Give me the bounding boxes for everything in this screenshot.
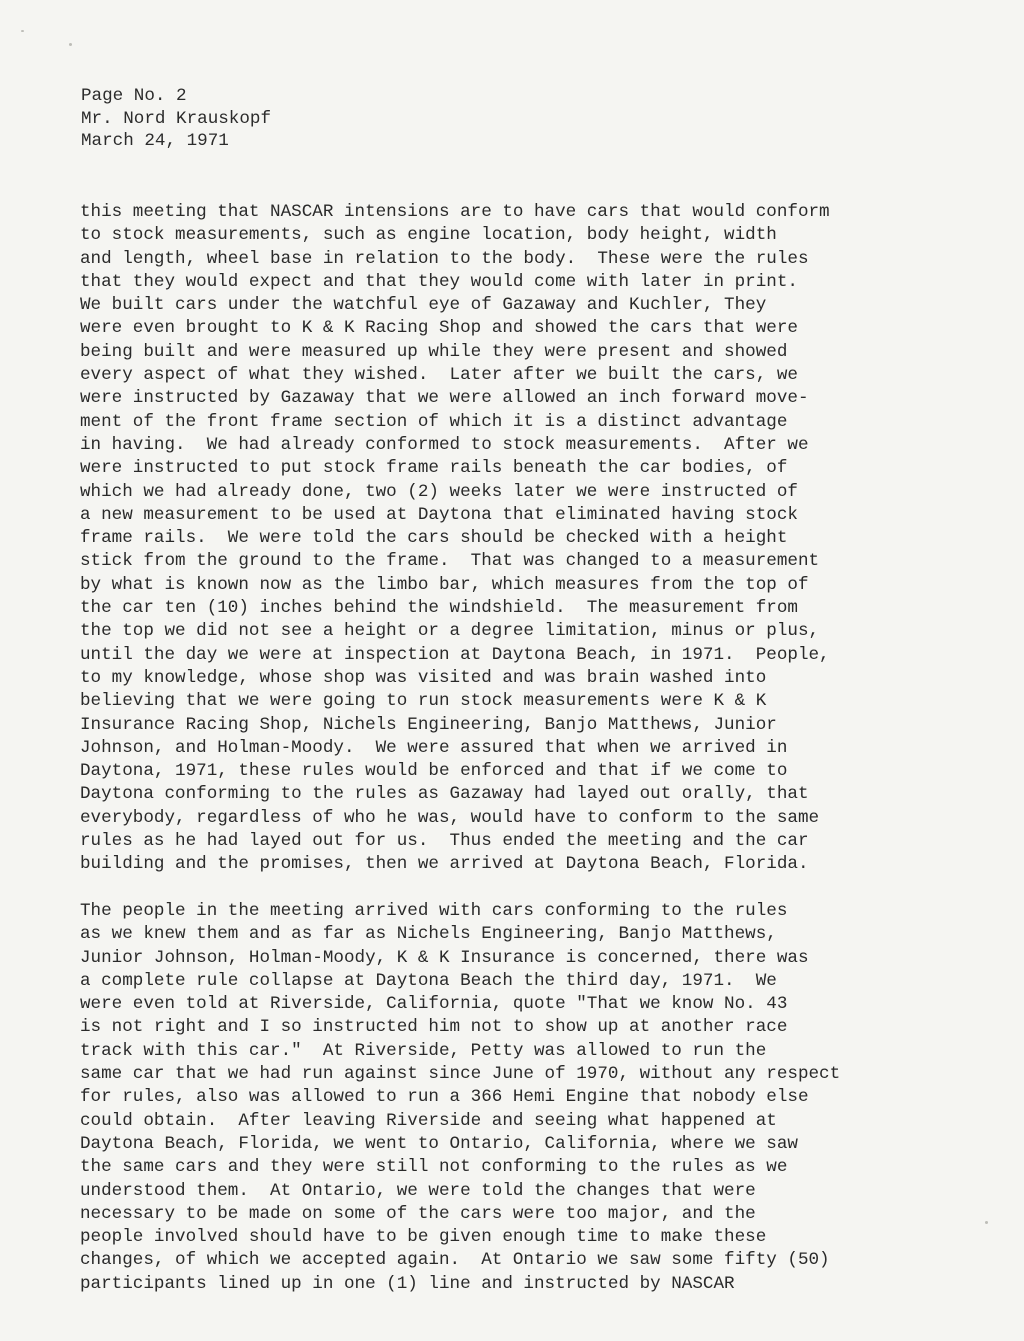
- text-line: as we knew them and as far as Nichels Engineering, Banjo Matthews,: [80, 924, 777, 945]
- text-line: people involved should have to be given enough time to make these: [80, 1227, 767, 1248]
- text-line: for rules, also was allowed to run a 366 Hemi Engine that nobody else: [80, 1087, 809, 1108]
- text-line: until the day we were at inspection at Daytona Beach, in 1971. People,: [80, 644, 830, 665]
- text-line: a complete rule collapse at Daytona Beach the third day, 1971. We: [80, 970, 777, 991]
- text-line: ment of the front frame section of which it is a distinct advantage: [80, 411, 788, 432]
- text-line: is not right and I so instructed him not to show up at another race: [80, 1017, 788, 1038]
- text-line: track with this car." At Riverside, Petty was allowed to run the: [80, 1040, 767, 1061]
- text-line: being built and were measured up while they were present and showed: [80, 341, 788, 362]
- text-line: believing that we were going to run stock measurements were K & K: [80, 691, 767, 712]
- text-line: Daytona conforming to the rules as Gazaway had layed out orally, that: [80, 784, 809, 805]
- text-line: could obtain. After leaving Riverside and seeing what happened at: [80, 1110, 777, 1131]
- text-line: by what is known now as the limbo bar, which measures from the top of: [80, 574, 809, 595]
- text-line: were even told at Riverside, California, quote "That we know No. 43: [80, 994, 788, 1015]
- paper-speck: [69, 43, 72, 46]
- text-line: everybody, regardless of who he was, would have to conform to the same: [80, 807, 820, 828]
- body-paragraph: [80, 900, 840, 1296]
- text-line: frame rails. We were told the cars should be checked with a height: [80, 528, 788, 549]
- text-line: a new measurement to be used at Daytona that eliminated having stock: [80, 504, 798, 525]
- text-line: were instructed by Gazaway that we were allowed an inch forward move-: [80, 388, 809, 409]
- text-line: in having. We had already conformed to stock measurements. After we: [80, 434, 809, 455]
- text-line: and length, wheel base in relation to the body. These were the rules: [80, 248, 809, 269]
- text-line: changes, of which we accepted again. At Ontario we saw some fifty (50): [80, 1250, 830, 1271]
- text-line: were instructed to put stock frame rails beneath the car bodies, of: [80, 458, 788, 479]
- text-line: stick from the ground to the frame. That was changed to a measurement: [80, 551, 820, 572]
- text-line: Johnson, and Holman-Moody. We were assured that when we arrived in: [80, 737, 788, 758]
- text-line: to my knowledge, whose shop was visited and was brain washed into: [80, 667, 767, 688]
- text-line: the top we did not see a height or a degree limitation, minus or plus,: [80, 621, 820, 642]
- text-line: this meeting that NASCAR intensions are to have cars that would conform: [80, 202, 830, 222]
- text-line: understood them. At Ontario, we were told the changes that were: [80, 1180, 756, 1201]
- text-line: The people in the meeting arrived with cars conforming to the rules: [80, 901, 788, 921]
- text-line: every aspect of what they wished. Later after we built the cars, we: [80, 365, 798, 386]
- text-line: rules as he had layed out for us. Thus ended the meeting and the car: [80, 831, 809, 852]
- page-number: Page No. 2: [81, 86, 187, 106]
- text-line: Insurance Racing Shop, Nichels Engineering, Banjo Matthews, Junior: [80, 714, 777, 735]
- letter-header: [81, 85, 271, 153]
- paper-speck: [21, 30, 24, 32]
- recipient-name: Mr. Nord Krauskopf: [81, 108, 272, 129]
- text-line: necessary to be made on some of the cars were too major, and the: [80, 1203, 756, 1224]
- text-line: participants lined up in one (1) line and instructed by NASCAR: [80, 1273, 735, 1294]
- text-line: Junior Johnson, Holman-Moody, K & K Insurance is concerned, there was: [80, 947, 809, 968]
- text-line: Daytona, 1971, these rules would be enforced and that if we come to: [80, 761, 788, 782]
- text-line: building and the promises, then we arrived at Daytona Beach, Florida.: [80, 854, 809, 875]
- text-line: that they would expect and that they would come with later in print.: [80, 271, 798, 292]
- text-line: which we had already done, two (2) weeks later we were instructed of: [80, 481, 798, 502]
- text-line: We built cars under the watchful eye of Gazaway and Kuchler, They: [80, 295, 767, 316]
- text-line: Daytona Beach, Florida, we went to Ontario, California, where we saw: [80, 1133, 798, 1154]
- paper-speck: [985, 1221, 988, 1224]
- text-line: the car ten (10) inches behind the windshield. The measurement from: [80, 598, 798, 619]
- body-paragraph: [80, 201, 830, 877]
- text-line: to stock measurements, such as engine location, body height, width: [80, 225, 777, 246]
- text-line: same car that we had run against since June of 1970, without any respect: [80, 1064, 841, 1085]
- text-line: were even brought to K & K Racing Shop and showed the cars that were: [80, 318, 798, 339]
- letter-date: March 24, 1971: [81, 131, 229, 151]
- text-line: the same cars and they were still not conforming to the rules as we: [80, 1157, 788, 1178]
